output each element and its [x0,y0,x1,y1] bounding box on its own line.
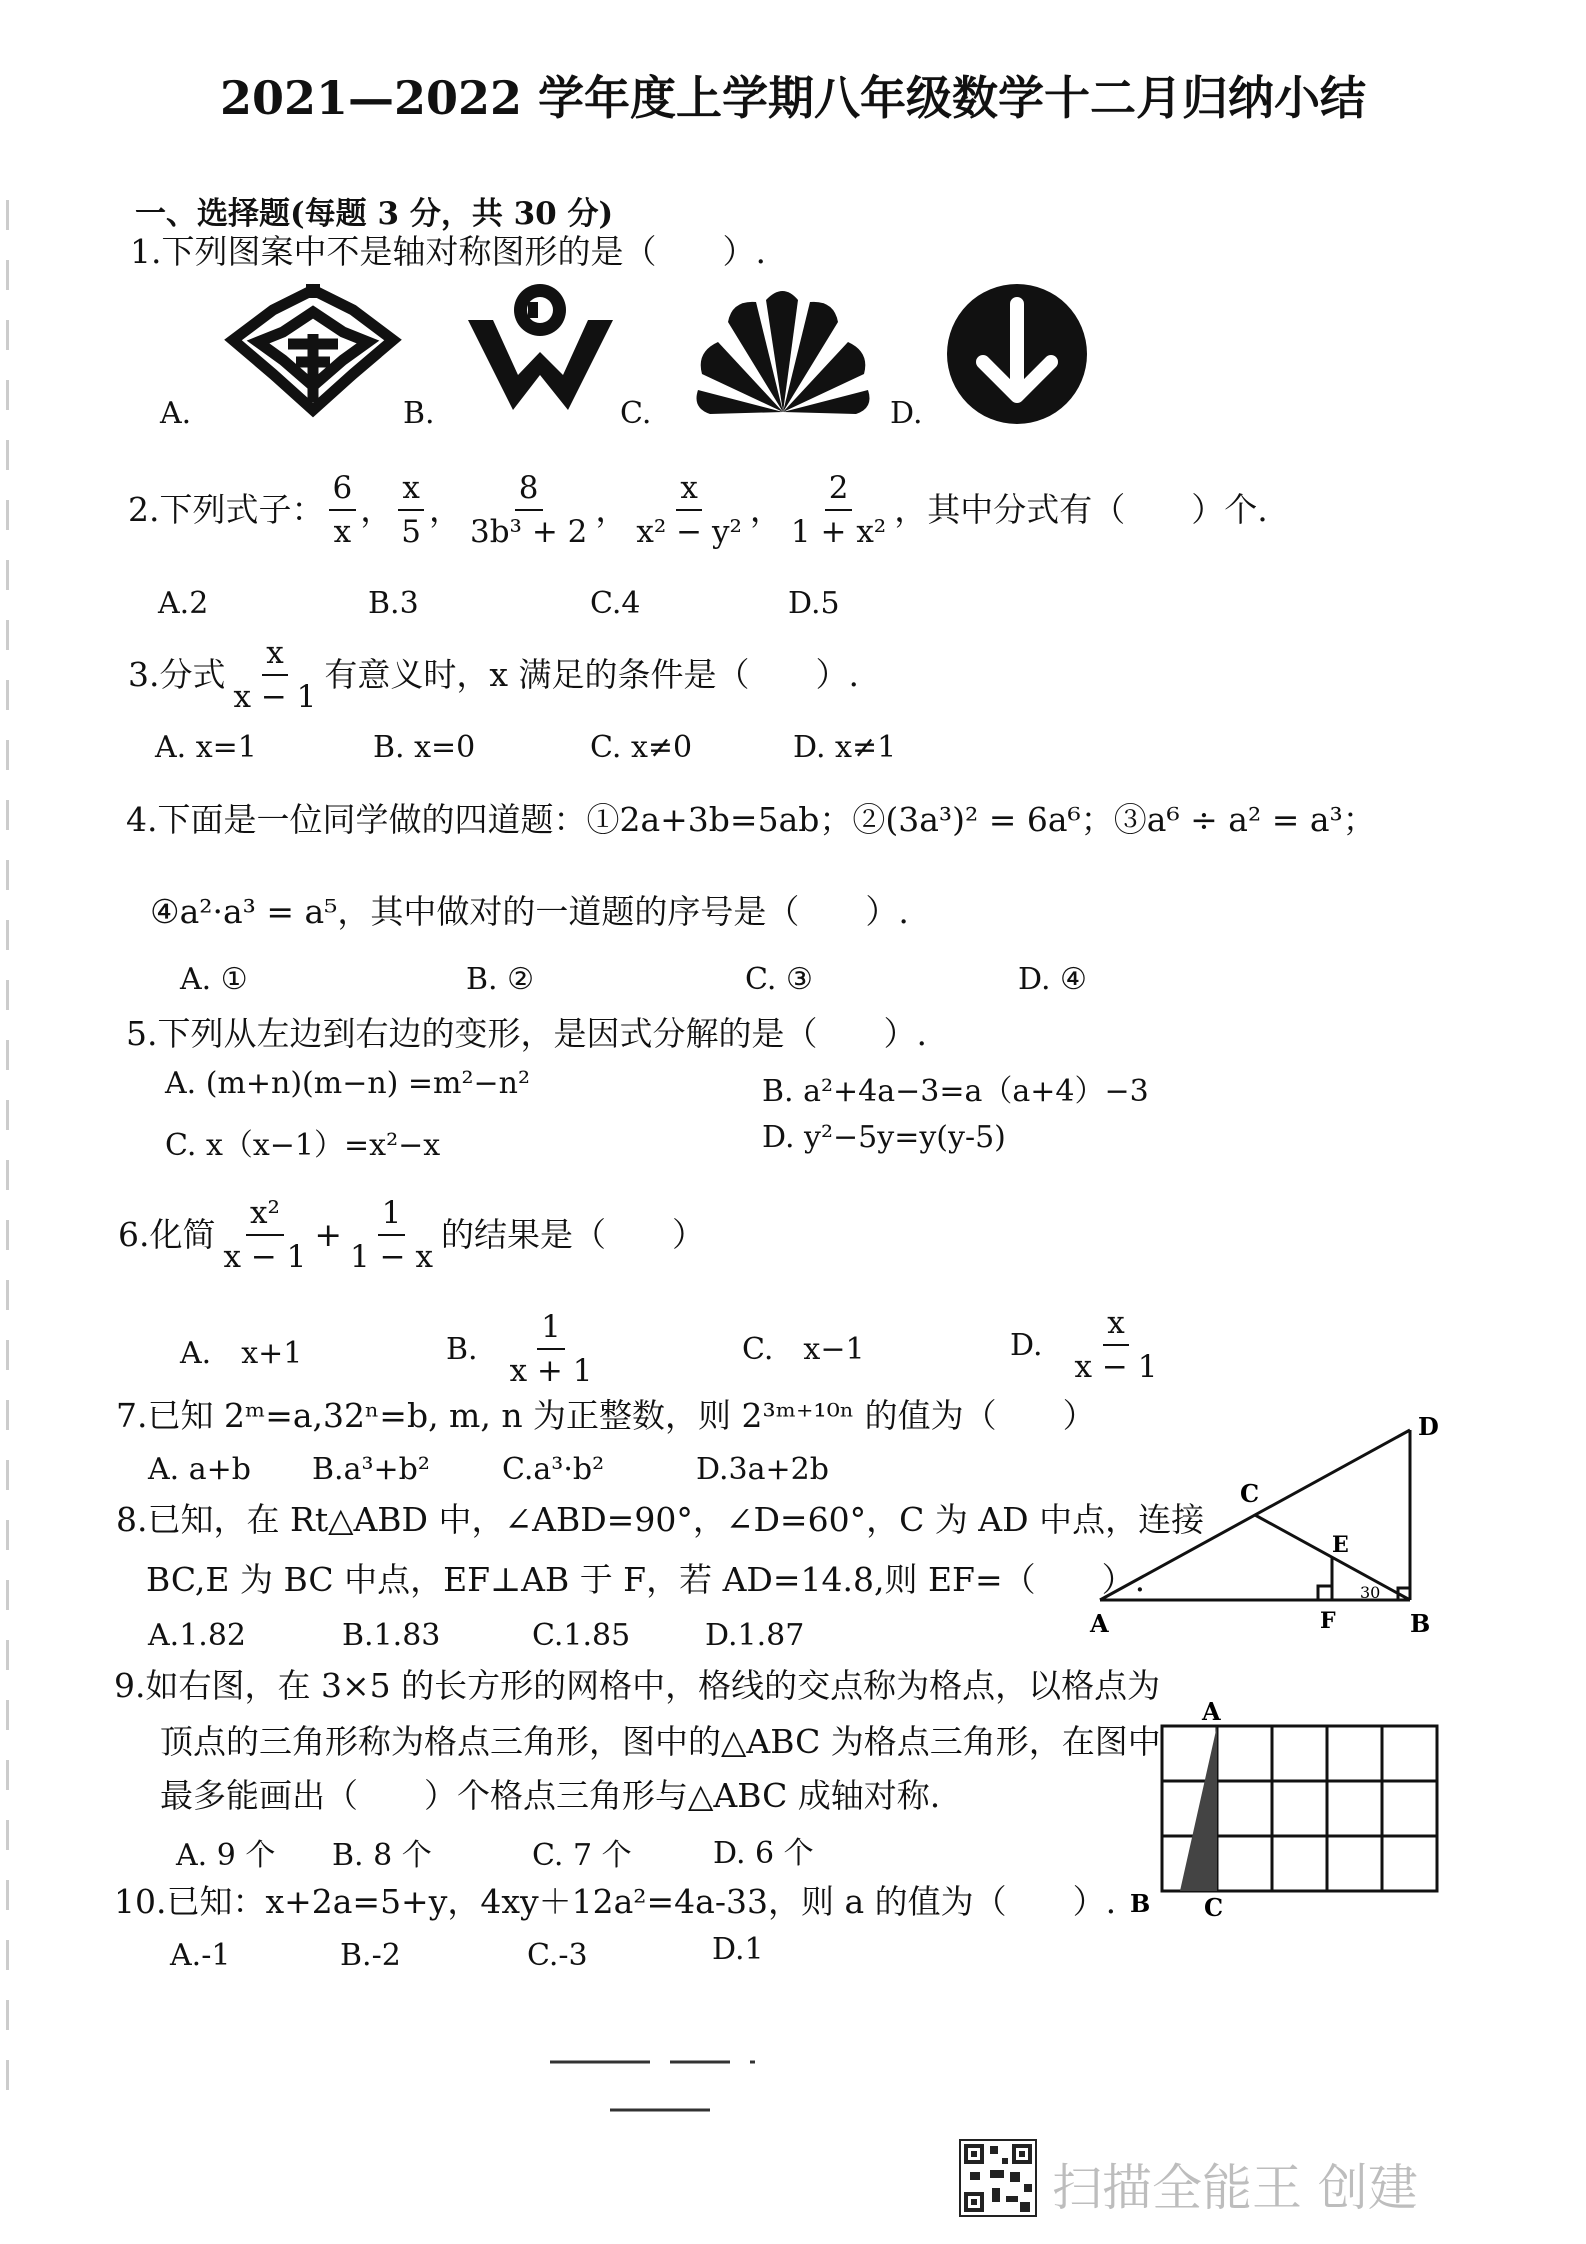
q4-line-1: 4.下面是一位同学做的四道题：①2a+3b=5ab；②(3a³)² = 6a⁶；③a⁶ ÷ a² = a³； [126,800,1376,839]
grid-label-c: C [1204,1893,1224,1920]
q2-fraction-2: $\frac{x}{5}$ [397,469,425,551]
q2-option-c: C.4 [590,586,641,621]
q8-option-a: A.1.82 [148,1618,246,1653]
q3-option-c: C. x≠0 [590,730,693,765]
q6-suffix: 的结果是（ ） [440,1215,705,1254]
q3-option-b: B. x=0 [373,730,476,765]
q6-fraction-2: $\frac{1}{1 - x}$ [350,1195,433,1275]
q4-option-c: C. ③ [745,962,813,997]
q8-line-1: 8.已知，在 Rt△ABD 中，∠ABD=90°，∠D=60°，C 为 AD 中点，连接 [116,1500,1205,1539]
q7-option-c: C.a³·b² [502,1452,605,1487]
grid-figure [1120,1690,1450,1920]
q3-stem [128,630,859,720]
q5-option-c: C. x（x−1）=x²−x [165,1128,441,1163]
angle-label: 30 [1360,1583,1381,1602]
q9-option-c: C. 7 个 [532,1838,632,1873]
q5-option-b: B. a²+4a−3=a（a+4）−3 [762,1074,1149,1109]
q9-line-2: 顶点的三角形称为格点三角形，图中的△ABC 为格点三角形，在图中 [160,1722,1161,1761]
label-c: C [1240,1479,1260,1508]
q6-stem [118,1190,705,1280]
q2-prefix: 2.下列式子： [128,490,325,529]
q2-suffix: ，其中分式有（ ）个. [894,490,1268,529]
q10-stem: 10.已知：x+2a=5+y，4xy＋12a²=4a-33，则 a 的值为（ ）. [114,1882,1117,1921]
q3-prefix: 3.分式 [128,655,226,694]
q1-option-b: B. [403,396,435,431]
q3-option-d: D. x≠1 [793,730,897,765]
bank-logo-icon [458,280,623,430]
q10-option-a: A.-1 [170,1938,231,1973]
q6-prefix: 6.化简 [118,1215,216,1254]
q2-option-b: B.3 [368,586,419,621]
q9-line-1: 9.如右图，在 3×5 的长方形的网格中，格线的交点称为格点，以格点为 [114,1666,1161,1705]
q8-option-c: C.1.85 [532,1618,631,1653]
q6-option-b: B. $\frac{1}{x + 1}$ [446,1309,593,1389]
q4-option-a: A. ① [180,962,248,997]
footer-scan-marks [540,2050,780,2120]
q4-option-d: D. ④ [1018,962,1087,997]
q5-option-d: D. y²−5y=y(y-5) [762,1120,1006,1155]
q8-line-2: BC,E 为 BC 中点，EF⊥AB 于 F，若 AD=14.8,则 EF=（ ）. [146,1560,1146,1599]
q9-option-d: D. 6 个 [713,1836,814,1871]
q8-option-d: D.1.87 [705,1618,805,1653]
q6-plus: + [314,1215,343,1254]
down-arrow-circle-icon [945,282,1090,427]
label-e: E [1332,1532,1349,1558]
q6-option-c: C. x−1 [742,1332,865,1367]
knot-pattern-icon [218,282,408,422]
q7-option-a: A. a+b [148,1452,251,1487]
huawei-petal-logo-icon [688,282,878,422]
q10-option-b: B.-2 [340,1938,401,1973]
label-a: A [1090,1609,1109,1638]
q3-fraction: $\frac{x}{x - 1}$ [233,635,317,715]
q2-fraction-1: $\frac{6}{x}$ [329,469,357,551]
q9-option-b: B. 8 个 [332,1838,432,1873]
q2-option-d: D.5 [788,586,840,621]
q7-option-d: D.3a+2b [696,1452,829,1487]
q9-line-3: 最多能画出（ ）个格点三角形与△ABC 成轴对称. [160,1776,941,1815]
label-b: B [1410,1609,1431,1638]
q7-stem: 7.已知 2ᵐ=a,32ⁿ=b, m, n 为正整数，则 2³ᵐ⁺¹⁰ⁿ 的值为（ ） [116,1396,1096,1435]
q8-option-b: B.1.83 [342,1618,441,1653]
page-title: 2021—2022 学年度上学期八年级数学十二月归纳小结 [219,71,1367,125]
q2-fraction-3: $\frac{8}{\text{3b³ + 2}}$ [469,470,588,550]
triangle-figure [1080,1410,1460,1650]
watermark-text: 扫描全能王 创建 [1052,2159,1418,2217]
q3-option-a: A. x=1 [155,730,257,765]
q1-option-c: C. [620,396,652,431]
q10-option-d: D.1 [712,1932,764,1967]
q1-option-a: A. [160,396,192,431]
q2-stem: 2.下列式子： $\frac{6}{x}$ ， $\frac{x}{5}$ ， $\frac{8}{\text{3b³ + 2}}$ ， $\frac{x}{\text{x² − y²}}$ ， $\frac{2}{\text{1 + x²}}$ ，其中分式有（ ）个. [128,470,1268,550]
q10-option-c: C.-3 [527,1938,588,1973]
q5-option-a: A. (m+n)(m−n) =m²−n² [165,1066,530,1101]
q4-option-b: B. ② [466,962,535,997]
q2-fraction-4: $\frac{x}{\text{x² − y²}}$ [636,470,742,550]
section-heading: 一、选择题(每题 3 分，共 30 分) [135,196,614,232]
q4-line-2: ④a²·a³ = a⁵，其中做对的一道题的序号是（ ）. [150,892,909,931]
q6-option-a: A. x+1 [180,1336,303,1371]
q2-option-a: A.2 [158,586,209,621]
q9-option-a: A. 9 个 [176,1838,276,1873]
q3-suffix: 有意义时，x 满足的条件是（ ）. [324,655,859,694]
q2-fraction-5: $\frac{2}{\text{1 + x²}}$ [790,470,887,550]
q6-option-d: D. $\frac{x}{x - 1}$ [1010,1305,1158,1385]
q1-option-d: D. [890,396,923,431]
q6-fraction-1: $\frac{\text{x²}}{x - 1}$ [223,1195,307,1275]
q5-stem: 5.下列从左边到右边的变形，是因式分解的是（ ）. [126,1014,927,1053]
q1-stem: 1.下列图案中不是轴对称图形的是（ ）. [130,232,766,271]
q7-option-b: B.a³+b² [312,1452,430,1487]
qr-code-icon [958,2138,1038,2218]
label-d: D [1418,1412,1439,1441]
grid-label-b: B [1130,1889,1151,1918]
grid-label-a: A [1202,1697,1221,1726]
scan-edge-shadow [6,200,9,2100]
label-f: F [1320,1608,1336,1634]
